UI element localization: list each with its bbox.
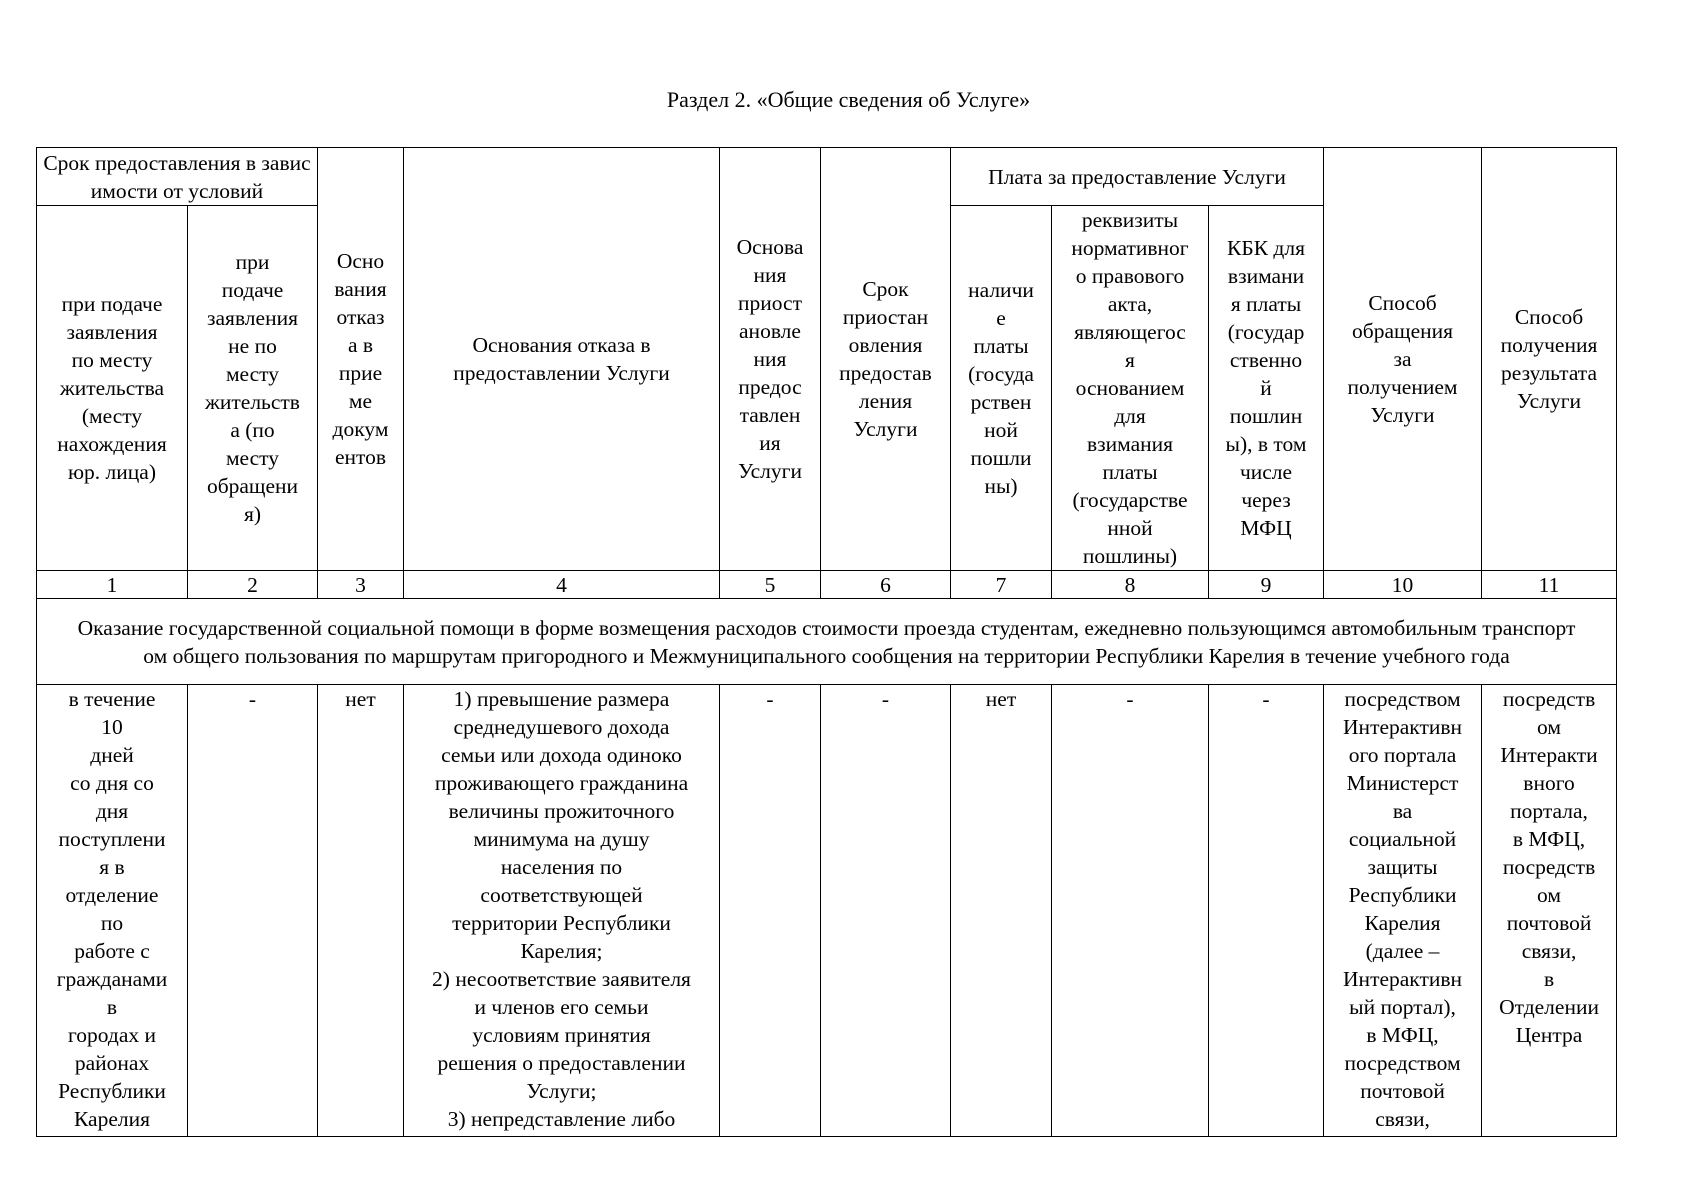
header-col5: Основа ния приост ановле ния предос тавлен ия Услуги — [720, 148, 821, 571]
column-number: 7 — [951, 571, 1052, 599]
header-col9: КБК для взимани я платы (государ ственно й пошлин ы), в том числе через МФЦ — [1209, 206, 1324, 571]
header-col1: при подаче заявления по месту жительства (месту нахождения юр. лица) — [37, 206, 188, 571]
page-title: Раздел 2. «Общие сведения об Услуге» — [666, 87, 1031, 112]
column-number: 8 — [1052, 571, 1209, 599]
header-row-top — [37, 148, 1617, 206]
service-name-row — [37, 599, 1617, 685]
header-col7: наличи е платы (госуда рствен ной пошли ны) — [951, 206, 1052, 571]
column-number: 5 — [720, 571, 821, 599]
cell-suspension-grounds: - — [720, 685, 821, 1137]
cell-fee-kbk: - — [1209, 685, 1324, 1137]
column-number: 9 — [1209, 571, 1324, 599]
header-term-group: Срок предоставления в зависимости от условий — [37, 148, 318, 206]
header-col3: Осно вания отказ а в прие ме докум ентов — [318, 148, 404, 571]
column-number: 2 — [188, 571, 318, 599]
service-name: Оказание государственной социальной помощи в форме возмещения расходов стоимости проезда студентам, ежедневно пользующимся автомобильным транспортом общего пользования по маршрутам пригородного и Межмуниципального сообщения на территории Республики Карелия в течение учебного года — [37, 599, 1617, 685]
header-col11: Способ получения результата Услуги — [1482, 148, 1617, 571]
header-col2: при подаче заявления не по месту жительств а (по месту обращени я) — [188, 206, 318, 571]
cell-fee-presence: нет — [951, 685, 1052, 1137]
cell-result-method: посредств ом Интеракти вного портала, в МФЦ, посредств ом почтовой связи, в Отделении Центра — [1482, 685, 1617, 1137]
service-info-table — [36, 147, 1617, 1137]
cell-request-method: посредством Интерактивн ого портала Министерст ва социальной защиты Республики Карелия (далее – Интерактивн ый портал), в МФЦ, посредством почтовой связи, — [1324, 685, 1482, 1137]
table-row — [37, 685, 1617, 1137]
cell-refusal-service: 1) превышение размера среднедушевого дохода семьи или дохода одиноко проживающего гражданина величины прожиточного минимума на душу населения по соответствующей территории Республики Карелия; 2) несоответствие заявителя и членов его семьи условиям принятия решения о предоставлении Услуги; 3) непредставление либо — [404, 685, 720, 1137]
header-col10: Способ обращения за получением Услуги — [1324, 148, 1482, 571]
cell-term-nonresidence: - — [188, 685, 318, 1137]
column-number-row — [37, 571, 1617, 599]
header-col8: реквизиты нормативног о правового акта, являющегос я основанием для взимания платы (государстве нной пошлины) — [1052, 206, 1209, 571]
column-number: 10 — [1324, 571, 1482, 599]
column-number: 11 — [1482, 571, 1617, 599]
column-number: 6 — [821, 571, 951, 599]
header-col4: Основания отказа в предоставлении Услуги — [404, 148, 720, 571]
header-fee-group: Плата за предоставление Услуги — [951, 148, 1324, 206]
column-number: 4 — [404, 571, 720, 599]
header-col6: Срок приостан овления предостав ления Услуги — [821, 148, 951, 571]
cell-term-residence: в течение 10 дней со дня со дня поступлени я в отделение по работе с гражданами в городах и районах Республики Карелия — [37, 685, 188, 1137]
cell-fee-act: - — [1052, 685, 1209, 1137]
cell-suspension-term: - — [821, 685, 951, 1137]
column-number: 3 — [318, 571, 404, 599]
cell-refusal-docs: нет — [318, 685, 404, 1137]
column-number: 1 — [37, 571, 188, 599]
